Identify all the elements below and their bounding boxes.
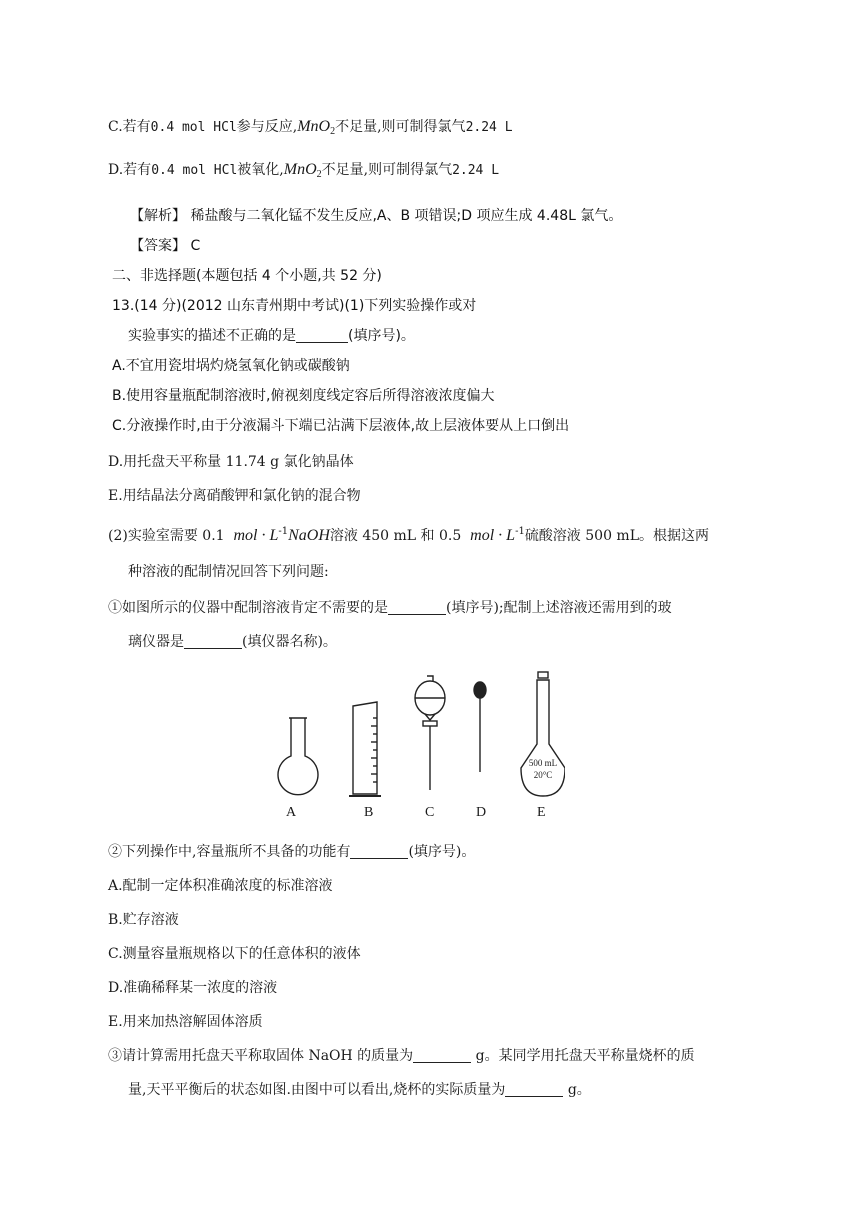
label-e: E — [537, 805, 546, 820]
part2-line2: 种溶液的配制情况回答下列问题: — [128, 564, 329, 580]
sub-question-1-line2: 璃仪器是 (填仪器名称)。 — [128, 634, 337, 650]
option-b: B.使用容量瓶配制溶液时,俯视刻度线定容后所得溶液浓度偏大 — [112, 388, 495, 404]
func-option-c: C.测量容量瓶规格以下的任意体积的液体 — [108, 946, 361, 962]
separatory-funnel-icon — [415, 676, 445, 790]
measuring-cylinder-icon — [349, 702, 381, 796]
sub-question-3-line1: ③请计算需用托盘天平称取固体 NaOH 的质量为 g。某同学用托盘天平称量烧杯的质 — [108, 1048, 695, 1064]
func-option-d: D.准确稀释某一浓度的溶液 — [108, 980, 278, 996]
func-option-b: B.贮存溶液 — [108, 912, 179, 928]
option-a: A.不宜用瓷坩埚灼烧氢氧化钠或碳酸钠 — [112, 358, 350, 374]
apparatus-figure — [265, 668, 565, 824]
option-c-line: C.若有0.4 mol HCl参与反应,MnO$_2$不足量,则可制得氯气2.24 L — [108, 118, 513, 137]
section-heading: 二、非选择题(本题包括 4 个小题,共 52 分) — [112, 268, 382, 284]
label-a: A — [286, 805, 297, 820]
label-c: C — [425, 805, 435, 820]
sub-question-1-line1: ①如图所示的仪器中配制溶液肯定不需要的是 (填序号);配制上述溶液还需用到的玻 — [108, 600, 672, 616]
option-e: E.用结晶法分离硝酸钾和氯化钠的混合物 — [108, 488, 361, 504]
label-d: D — [476, 805, 487, 820]
mno2-formula: MnO$_2$ — [297, 118, 336, 137]
sub-question-2: ②下列操作中,容量瓶所不具备的功能有 (填序号)。 — [108, 844, 476, 860]
option-c: C.分液操作时,由于分液漏斗下端已沾满下层液体,故上层液体要从上口倒出 — [112, 418, 570, 434]
func-option-e: E.用来加热溶解固体溶质 — [108, 1014, 263, 1030]
round-bottom-flask-icon — [278, 718, 318, 795]
question-13-line2: 实验事实的描述不正确的是 (填序号)。 — [128, 328, 415, 344]
mno2-formula: MnO$_2$ — [283, 161, 322, 180]
option-d: D.用托盘天平称量 11.74 g 氯化钠晶体 — [108, 454, 354, 470]
func-option-a: A.配制一定体积准确浓度的标准溶液 — [108, 878, 333, 894]
question-13-line1: 13.(14 分)(2012 山东青州期中考试)(1)下列实验操作或对 — [112, 298, 477, 314]
flask-capacity-text: 500 mL — [528, 758, 558, 768]
answer-text: 【答案】 C — [130, 238, 201, 254]
part2-line1: (2)实验室需要 0.1 mol · $L^{-1}NaOH$溶液 450 mL 和 0.5 mol · $L^{-1}$硫酸溶液 500 mL。根据这两 — [108, 526, 710, 544]
dropper-icon — [474, 682, 486, 772]
label-b: B — [364, 805, 374, 820]
option-d-line: D.若有0.4 mol HCl被氧化,MnO$_2$不足量,则可制得氯气2.24 L — [108, 161, 500, 180]
analysis-text: 【解析】 稀盐酸与二氧化锰不发生反应,A、B 项错误;D 项应生成 4.48L 氯气。 — [130, 208, 623, 224]
flask-temp-text: 20°C — [533, 770, 553, 780]
sub-question-3-line2: 量,天平平衡后的状态如图.由图中可以看出,烧杯的实际质量为 g。 — [128, 1082, 591, 1098]
